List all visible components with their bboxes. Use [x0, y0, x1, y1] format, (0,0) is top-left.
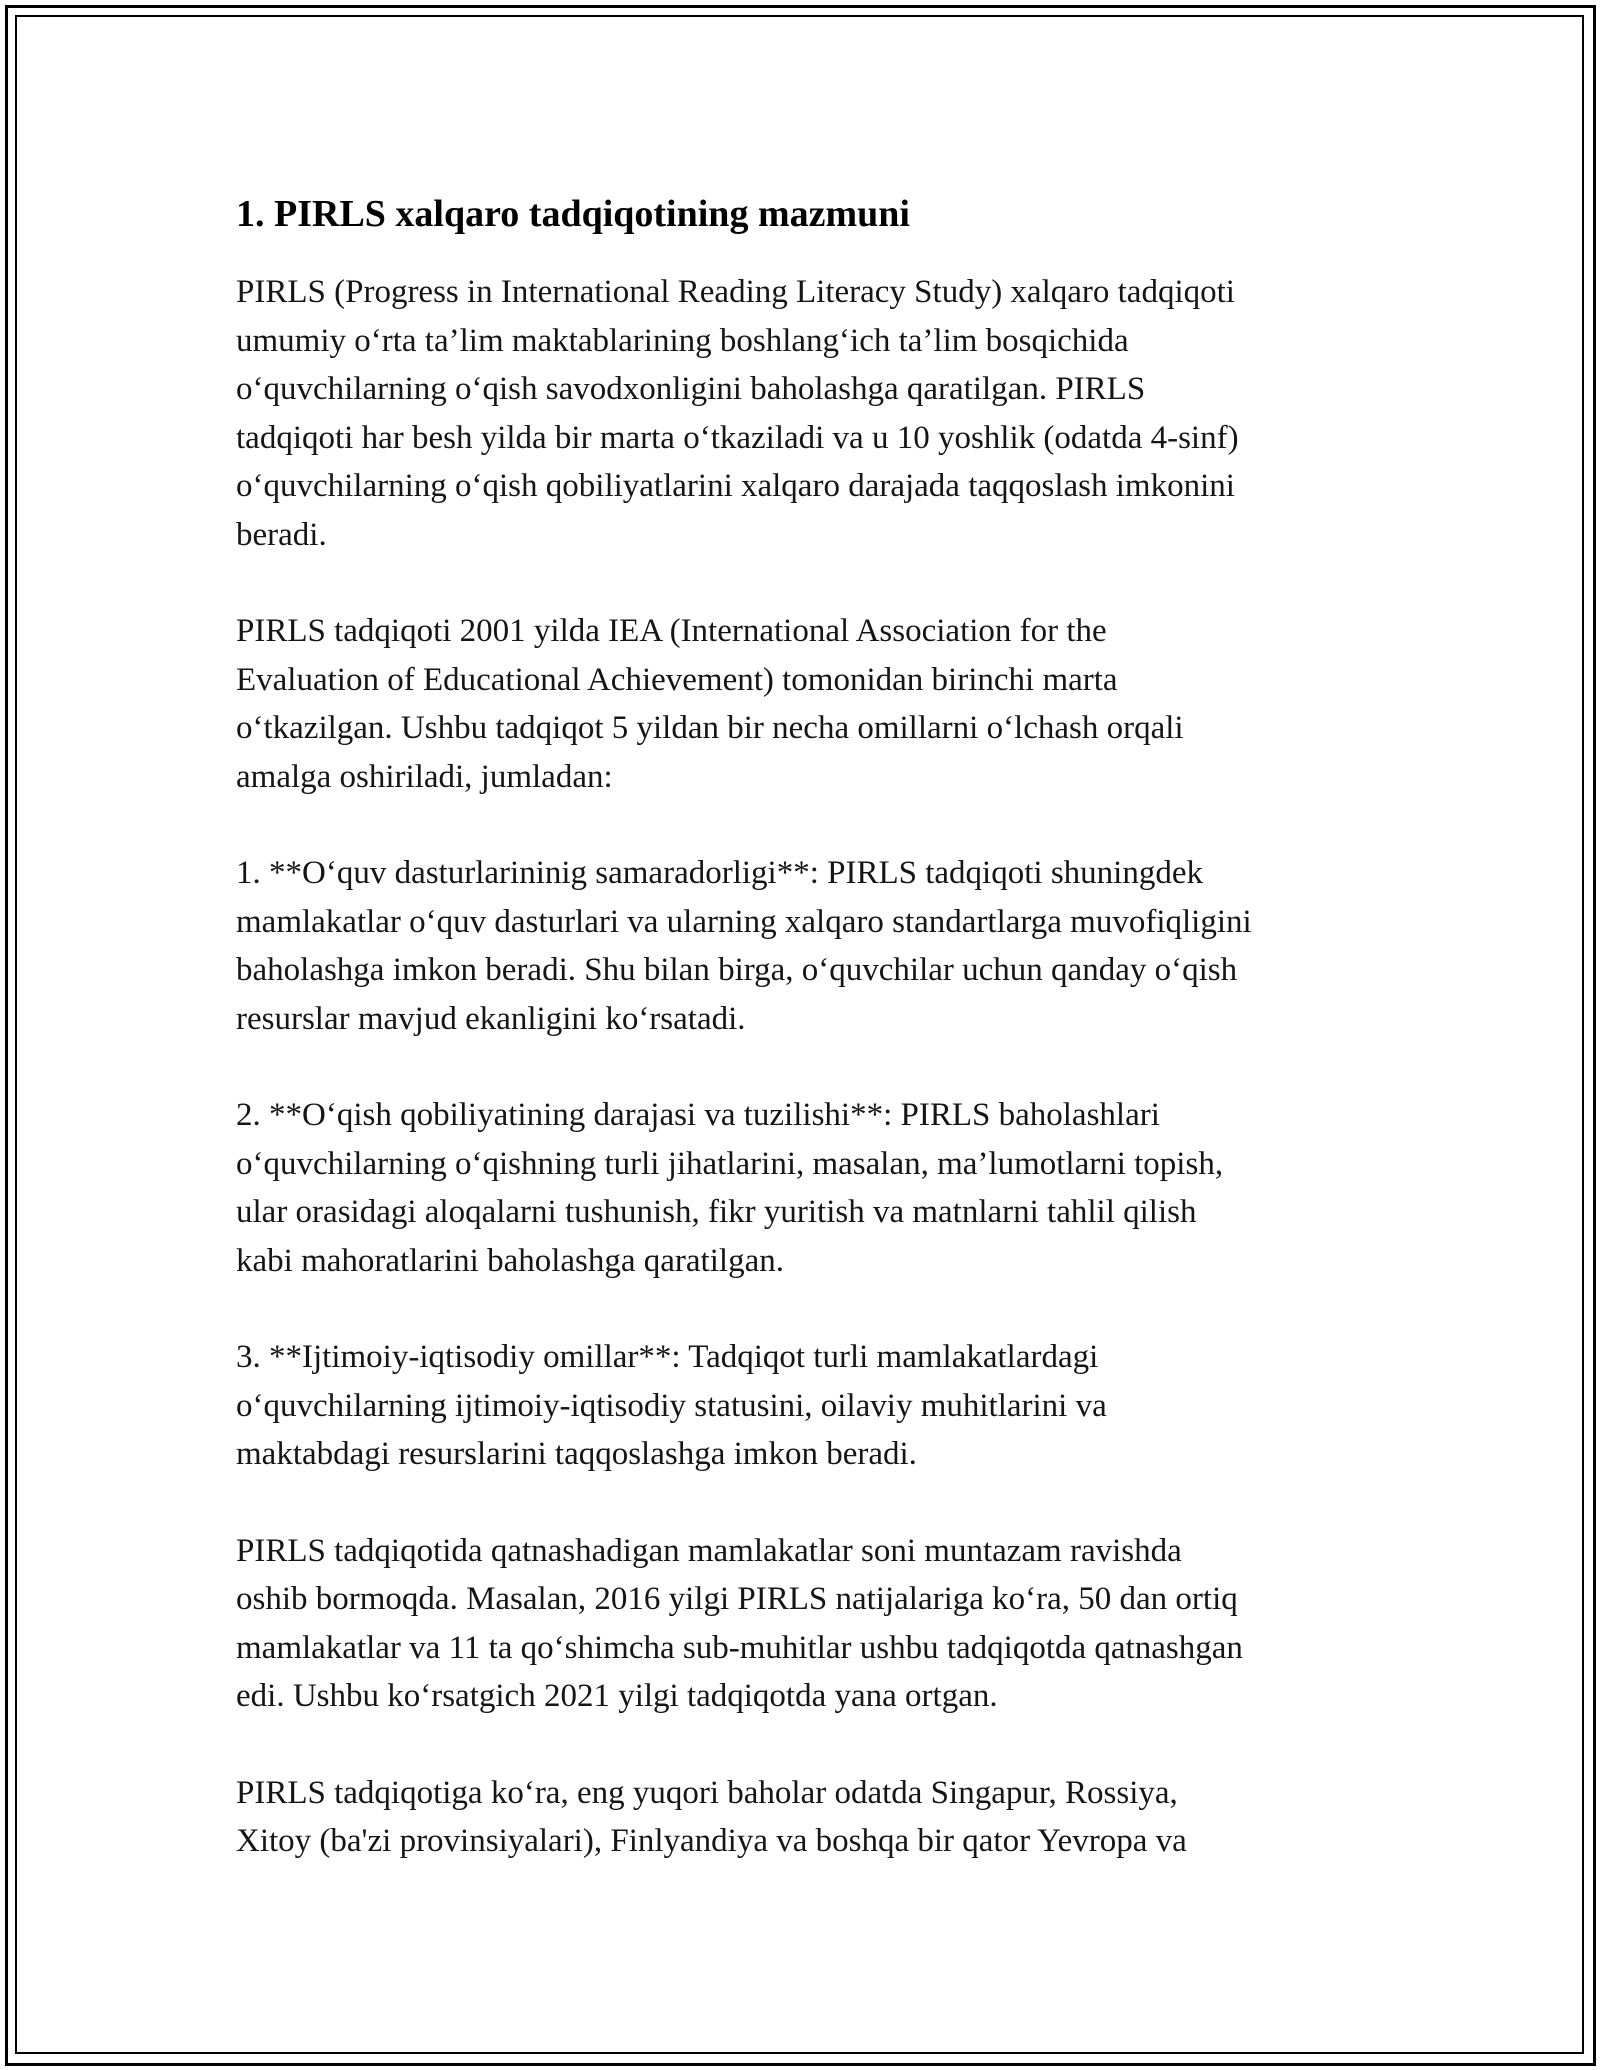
section-heading: 1. PIRLS xalqaro tadqiqotining mazmuni	[236, 193, 910, 235]
document-body	[236, 188, 1376, 1914]
text-line: ular orasidagi aloqalarni tushunish, fikr yuritish va matnlarni tahlil qilish	[236, 1194, 1197, 1230]
list-item-1	[236, 849, 1376, 1043]
text-line: Evaluation of Educational Achievement) tomonidan birinchi marta	[236, 661, 1118, 698]
text-line: o‘quvchilarning ijtimoiy-iqtisodiy statusini, oilaviy muhitlarini va	[236, 1387, 1107, 1424]
text-line: PIRLS tadqiqotida qatnashadigan mamlakatlar soni muntazam ravishda	[236, 1532, 1182, 1569]
text-line: edi. Ushbu ko‘rsatgich 2021 yilgi tadqiqotda yana ortgan.	[236, 1678, 998, 1714]
list-item-3	[236, 1333, 1376, 1479]
text-line: tadqiqoti har besh yilda bir marta o‘tkaziladi va u 10 yoshlik (odatda 4-sinf)	[236, 419, 1239, 456]
text-line: o‘quvchilarning o‘qishning turli jihatlarini, masalan, ma’lumotlarni topish,	[236, 1145, 1224, 1182]
text-line: beradi.	[236, 516, 327, 553]
text-line: PIRLS (Progress in International Reading Literacy Study) xalqaro tadqiqoti	[236, 274, 1235, 310]
text-line: maktabdagi resurslarini taqqoslashga imkon beradi.	[236, 1436, 917, 1472]
text-line: mamlakatlar o‘quv dasturlari va ularning xalqaro standartlarga muvofiqligini	[236, 903, 1252, 940]
text-line: PIRLS tadqiqoti 2001 yilda IEA (International Association for the	[236, 613, 1107, 649]
text-line: o‘quvchilarning o‘qish qobiliyatlarini xalqaro darajada taqqoslash imkonini	[236, 468, 1235, 504]
text-line: o‘tkazilgan. Ushbu tadqiqot 5 yildan bir necha omillarni o‘lchash orqali	[236, 710, 1184, 746]
list-item-2	[236, 1091, 1376, 1285]
text-line: Xitoy (ba'zi provinsiyalari), Finlyandiya va boshqa bir qator Yevropa va	[236, 1823, 1187, 1859]
paragraph-results	[236, 1769, 1376, 1866]
paragraph-participation	[236, 1527, 1376, 1721]
text-line: 3. **Ijtimoiy-iqtisodiy omillar**: Tadqiqot turli mamlakatlardagi	[236, 1339, 1099, 1375]
text-line: kabi mahoratlarini baholashga qaratilgan.	[236, 1242, 784, 1279]
text-line: PIRLS tadqiqotiga ko‘ra, eng yuqori baholar odatda Singapur, Rossiya,	[236, 1774, 1178, 1811]
text-line: mamlakatlar va 11 ta qo‘shimcha sub-muhitlar ushbu tadqiqotda qatnashgan	[236, 1629, 1243, 1666]
text-line: o‘quvchilarning o‘qish savodxonligini baholashga qaratilgan. PIRLS	[236, 371, 1146, 407]
paragraph-intro	[236, 268, 1376, 559]
text-line: baholashga imkon beradi. Shu bilan birga, o‘quvchilar uchun qanday o‘qish	[236, 952, 1238, 988]
text-line: 1. **O‘quv dasturlarininig samaradorligi**: PIRLS tadqiqoti shuningdek	[236, 855, 1203, 891]
text-line: amalga oshiriladi, jumladan:	[236, 758, 613, 795]
paragraph-history	[236, 607, 1376, 801]
text-line: 2. **O‘qish qobiliyatining darajasi va tuzilishi**: PIRLS baholashlari	[236, 1097, 1160, 1133]
text-line: oshib bormoqda. Masalan, 2016 yilgi PIRLS natijalariga ko‘ra, 50 dan ortiq	[236, 1581, 1238, 1617]
text-line: resurslar mavjud ekanligini ko‘rsatadi.	[236, 1000, 746, 1037]
text-line: umumiy o‘rta ta’lim maktablarining boshlang‘ich ta’lim bosqichida	[236, 322, 1129, 359]
